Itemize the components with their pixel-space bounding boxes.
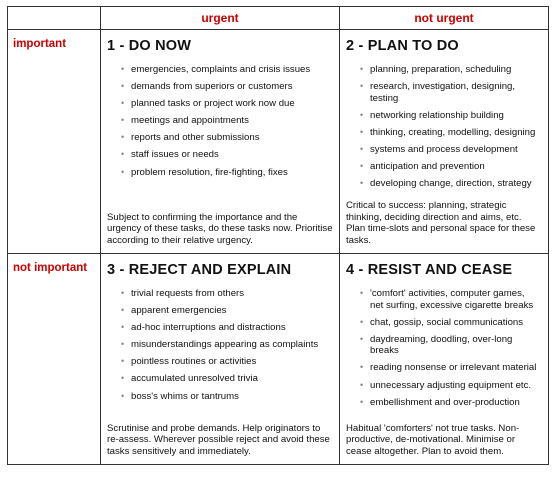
list-item-text: staff issues or needs — [131, 149, 219, 161]
list-item-text: 'comfort' activities, computer games, net surfing, excessive cigarette breaks — [370, 288, 534, 311]
quadrant-content — [101, 254, 339, 414]
list-item-text: daydreaming, doodling, over-long breaks — [370, 333, 513, 357]
list-item — [360, 81, 540, 104]
list-item — [360, 397, 540, 409]
bullet-icon: • — [121, 98, 125, 109]
list-item — [121, 115, 331, 127]
list-item-text: reading nonsense or irrelevant material — [370, 362, 537, 374]
list-item-text: developing change, direction, strategy — [370, 178, 532, 190]
bullet-icon: • — [121, 305, 125, 316]
priority-matrix-table — [7, 6, 549, 465]
list-item — [121, 288, 331, 300]
quadrant-summary: Habitual 'comforters' not true tasks. Non-productive, de-motivational. Minimise or cease altogether. Plan to avoid them. — [346, 422, 520, 458]
task-list — [346, 288, 540, 408]
bullet-icon: • — [360, 316, 364, 327]
list-item-text: boss's whims or tantrums — [131, 390, 239, 402]
bullet-icon: • — [360, 396, 364, 407]
list-item-text: unnecessary adjusting equipment etc. — [370, 379, 532, 391]
list-item-text: research, investigation, designing, testing — [370, 81, 516, 104]
list-item-text: networking relationship building — [370, 109, 504, 121]
bullet-icon: • — [121, 339, 125, 350]
list-item-text: systems and process development — [370, 143, 518, 155]
bullet-icon: • — [121, 115, 125, 126]
list-item-text: problem resolution, fire-fighting, fixes — [131, 166, 288, 178]
bullet-icon: • — [121, 132, 125, 143]
quadrant-title: 1 - DO NOW — [107, 38, 192, 54]
task-list — [107, 288, 331, 402]
row-header-not-important: not important — [8, 254, 101, 465]
list-item-text: apparent emergencies — [131, 305, 227, 317]
bullet-icon: • — [360, 178, 364, 189]
bullet-icon: • — [360, 333, 364, 344]
list-item — [121, 339, 331, 351]
list-item — [121, 149, 331, 161]
column-header-urgent: urgent — [101, 7, 340, 30]
list-item-text: pointless routines or activities — [131, 356, 257, 368]
list-item-text: planned tasks or project work now due — [131, 98, 295, 110]
list-item-text: reports and other submissions — [131, 132, 260, 144]
list-item — [360, 362, 540, 374]
quadrant-do-now — [101, 30, 340, 254]
list-item — [121, 305, 331, 317]
not-important-row — [8, 254, 549, 465]
list-item — [360, 144, 540, 156]
list-item — [360, 110, 540, 122]
quadrant-summary: Subject to confirming the importance and the urgency of these tasks, do these tasks now. Prioritise according to their relative urgency. — [107, 211, 333, 247]
quadrant-body — [101, 254, 339, 464]
list-item-text: anticipation and prevention — [370, 161, 485, 173]
quadrant-content — [340, 254, 548, 420]
list-item — [121, 322, 331, 334]
quadrant-body — [101, 30, 339, 253]
list-item-text: ad-hoc interruptions and distractions — [131, 322, 286, 334]
list-item — [121, 132, 331, 144]
row-header-important: important — [8, 30, 101, 254]
bullet-icon: • — [360, 64, 364, 74]
list-item — [360, 317, 540, 329]
list-item-text: meetings and appointments — [131, 115, 249, 127]
list-item — [121, 167, 331, 179]
list-item-text: embellishment and over-production — [370, 396, 520, 408]
quadrant-body — [340, 30, 548, 253]
bullet-icon: • — [360, 379, 364, 390]
list-item — [360, 380, 540, 392]
bullet-icon: • — [121, 322, 125, 333]
list-item — [360, 288, 540, 311]
quadrant-summary: Critical to success: planning, strategic thinking, deciding direction and aims, etc. Plan time-slots and personal space for these tasks. — [346, 199, 536, 247]
list-item — [360, 161, 540, 173]
list-item-text: chat, gossip, social communications — [370, 316, 524, 328]
bullet-icon: • — [360, 161, 364, 172]
bullet-icon: • — [360, 143, 364, 154]
quadrant-body — [340, 254, 548, 464]
list-item — [121, 391, 331, 403]
bullet-icon: • — [360, 81, 364, 92]
bullet-icon: • — [121, 64, 125, 74]
quadrant-plan-to-do — [340, 30, 549, 254]
task-list — [346, 64, 540, 190]
bullet-icon: • — [121, 149, 125, 160]
bullet-icon: • — [360, 126, 364, 137]
list-item — [121, 373, 331, 385]
quadrant-resist-cease — [340, 254, 549, 465]
list-item — [360, 64, 540, 76]
quadrant-title: 3 - REJECT AND EXPLAIN — [107, 262, 292, 278]
list-item-text: thinking, creating, modelling, designing — [370, 126, 536, 138]
quadrant-title: 4 - RESIST AND CEASE — [346, 262, 513, 278]
bullet-icon: • — [121, 356, 125, 367]
list-item-text: planning, preparation, scheduling — [370, 64, 512, 75]
list-item — [360, 334, 540, 357]
list-item — [360, 127, 540, 139]
bullet-icon: • — [360, 362, 364, 373]
list-item-text: emergencies, complaints and crisis issues — [131, 64, 311, 75]
bullet-icon: • — [360, 288, 364, 298]
list-item — [121, 81, 331, 93]
quadrant-title: 2 - PLAN TO DO — [346, 38, 459, 54]
column-header-not-urgent: not urgent — [340, 7, 549, 30]
list-item — [360, 178, 540, 190]
list-item — [121, 98, 331, 110]
bullet-icon: • — [360, 109, 364, 120]
bullet-icon: • — [121, 288, 125, 298]
quadrant-content — [101, 30, 339, 190]
quadrant-content — [340, 30, 548, 201]
bullet-icon: • — [121, 373, 125, 384]
list-item — [121, 356, 331, 368]
bullet-icon: • — [121, 81, 125, 92]
quadrant-summary: Scrutinise and probe demands. Help originators to re-assess. Wherever possible reject and avoid these tasks sensitively and immediately. — [107, 422, 330, 458]
task-list — [107, 64, 331, 178]
list-item-text: misunderstandings appearing as complaints — [131, 339, 319, 351]
important-row — [8, 30, 549, 254]
quadrant-reject-explain — [101, 254, 340, 465]
list-item-text: trivial requests from others — [131, 288, 245, 299]
corner-cell — [8, 7, 101, 30]
list-item-text: accumulated unresolved trivia — [131, 373, 258, 385]
list-item-text: demands from superiors or customers — [131, 81, 293, 93]
bullet-icon: • — [121, 166, 125, 177]
bullet-icon: • — [121, 390, 125, 401]
list-item — [121, 64, 331, 76]
header-row — [8, 7, 549, 30]
